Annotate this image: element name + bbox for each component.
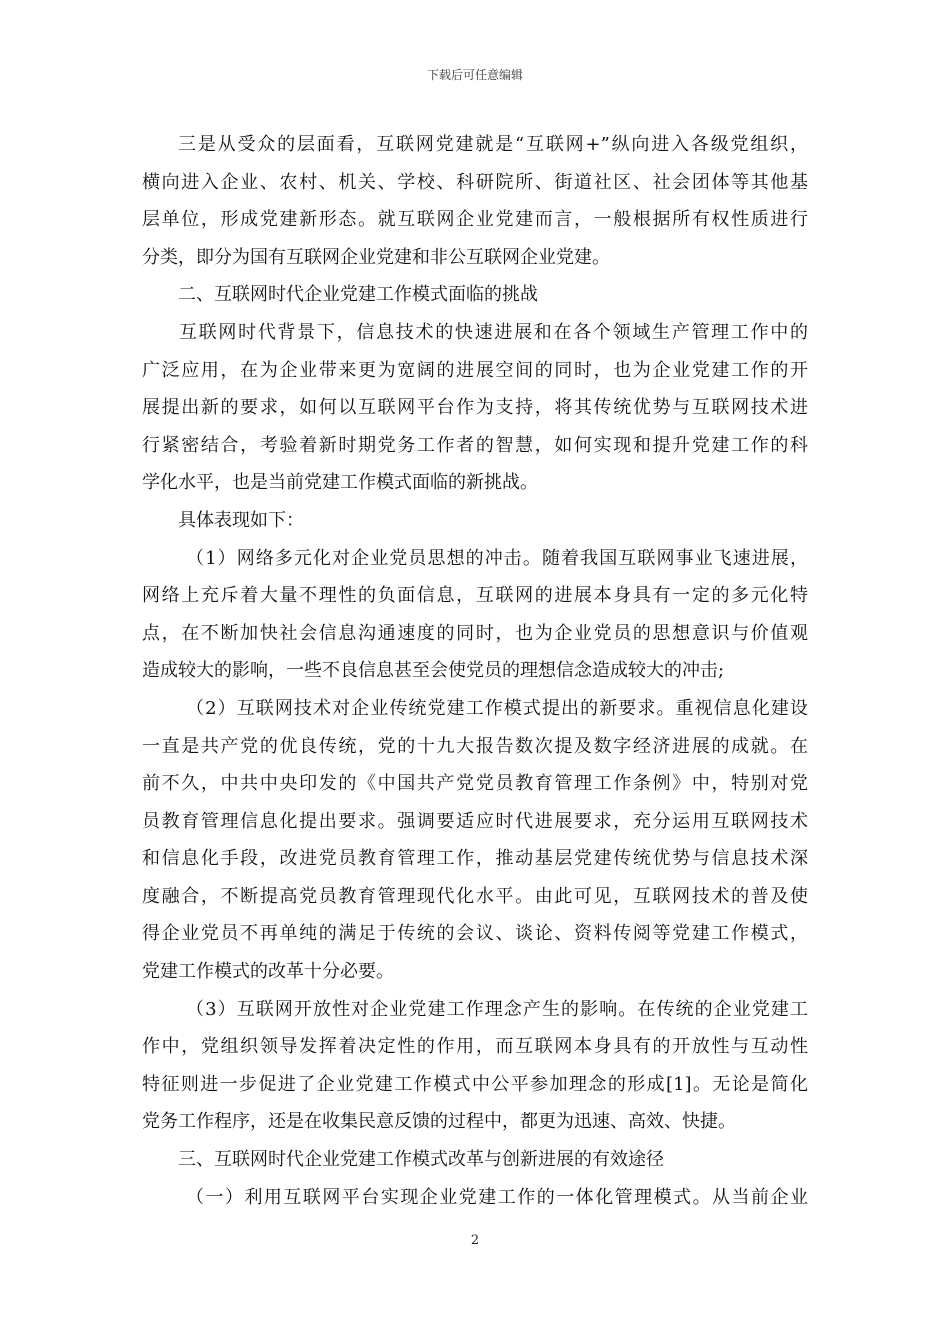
paragraph-line: 造成较大的影响，一些不良信息甚至会使党员的理想信念造成较大的冲击;	[142, 660, 725, 682]
page-header: 下载后可任意编辑	[426, 68, 523, 82]
paragraph-line: 党务工作程序，还是在收集民意反馈的过程中，都更为迅速、高效、快捷。	[142, 1111, 736, 1133]
paragraph-line: 三是从受众的层面看，互联网党建就是“互联网+”纵向进入各级党组织，	[178, 134, 808, 155]
paragraph-line: 展提出新的要求，如何以互联网平台作为支持，将其传统优势与互联网技术进	[142, 397, 808, 419]
paragraph-line: 和信息化手段，改进党员教育管理工作，推动基层党建传统优势与信息技术深	[142, 848, 808, 870]
paragraph-line: 行紧密结合，考验着新时期党务工作者的智慧，如何实现和提升党建工作的科	[142, 434, 808, 456]
paragraph-line: 网络上充斥着大量不理性的负面信息，互联网的进展本身具有一定的多元化特	[142, 585, 808, 607]
paragraph-line: 分类，即分为国有互联网企业党建和非公互联网企业党建。	[142, 246, 610, 268]
paragraph-line: 作中，党组织领导发挥着决定性的作用，而互联网本身具有的开放性与互动性	[142, 1036, 808, 1058]
paragraph-line: 互联网时代背景下，信息技术的快速进展和在各个领域生产管理工作中的	[179, 321, 808, 343]
page-number: 2	[470, 1233, 480, 1248]
paragraph-line: 广泛应用，在为企业带来更为宽阔的进展空间的同时，也为企业党建工作的开	[142, 359, 808, 381]
section-heading: 二、互联网时代企业党建工作模式面临的挑战	[178, 284, 538, 306]
paragraph-line: 横向进入企业、农村、机关、学校、科研院所、街道社区、社会团体等其他基	[142, 171, 808, 193]
paragraph-line: 度融合，不断提高党员教育管理现代化水平。由此可见，互联网技术的普及使	[142, 885, 808, 907]
paragraph-line: 前不久，中共中央印发的《中国共产党党员教育管理工作条例》中，特别对党	[142, 773, 808, 795]
paragraph-line: 层单位，形成党建新形态。就互联网企业党建而言，一般根据所有权性质进行	[142, 209, 808, 231]
section-heading: 三、互联网时代企业党建工作模式改革与创新进展的有效途径	[178, 1149, 664, 1171]
paragraph-line: （1）网络多元化对企业党员思想的冲击。随着我国互联网事业飞速进展，	[186, 547, 808, 569]
paragraph-line: （3）互联网开放性对企业党建工作理念产生的影响。在传统的企业党建工	[186, 998, 808, 1020]
paragraph-line: 具体表现如下：	[178, 509, 304, 531]
paragraph-line: （2）互联网技术对企业传统党建工作模式提出的新要求。重视信息化建设	[186, 697, 808, 719]
paragraph-line: 党建工作模式的改革十分必要。	[142, 961, 394, 983]
paragraph-line: 得企业党员不再单纯的满足于传统的会议、谈论、资料传阅等党建工作模式，	[142, 923, 808, 945]
paragraph-line: 一直是共产党的优良传统，党的十九大报告数次提及数字经济进展的成就。在	[142, 735, 808, 757]
paragraph-line: （一）利用互联网平台实现企业党建工作的一体化管理模式。从当前企业	[186, 1186, 808, 1208]
paragraph-line: 特征则进一步促进了企业党建工作模式中公平参加理念的形成[1]。无论是简化	[142, 1073, 808, 1095]
body-text	[142, 126, 808, 1216]
paragraph-line: 学化水平，也是当前党建工作模式面临的新挑战。	[142, 472, 538, 494]
paragraph-line: 点，在不断加快社会信息沟通速度的同时，也为企业党员的思想意识与价值观	[142, 622, 808, 644]
paragraph-line: 员教育管理信息化提出要求。强调要适应时代进展要求，充分运用互联网技术	[142, 810, 808, 832]
